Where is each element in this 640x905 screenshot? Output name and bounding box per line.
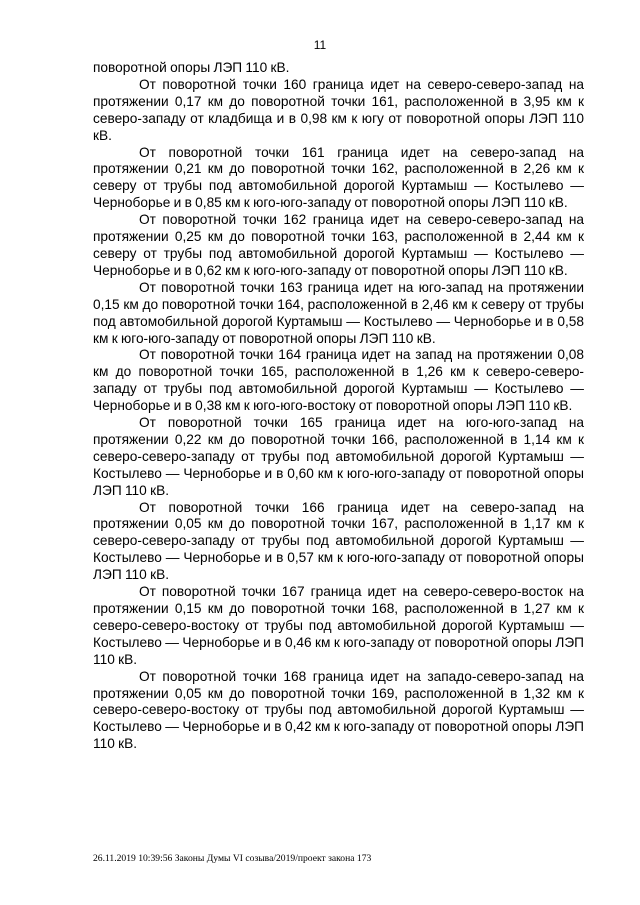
paragraph-point-166: От поворотной точки 166 граница идет на северо-запад на протяжении 0,05 км до поворотной точки 167, расположенной в 1,17 км к северо-северо-западу от трубы под автомобильной дорогой Куртамыш — Костылево — Черноборье и в 0,57 км к юго-юго-западу от поворотной опоры ЛЭП 110 кВ. — [93, 499, 584, 583]
document-footer: 26.11.2019 10:39:56 Законы Думы VI созыва/2019/проект закона 173 — [93, 853, 372, 864]
paragraph-point-160: От поворотной точки 160 граница идет на северо-северо-запад на протяжении 0,17 км до поворотной точки 161, расположенной в 3,95 км к северо-западу от кладбища и в 0,98 км к югу от поворотной опоры ЛЭП 110 кВ. — [93, 76, 584, 143]
paragraph-point-164: От поворотной точки 164 граница идет на запад на протяжении 0,08 км до поворотной точки 165, расположенной в 1,26 км к северо-северо-западу от трубы под автомобильной дорогой Куртамыш — Костылево — Черноборье и в 0,38 км к юго-юго-востоку от поворотной опоры ЛЭП 110 кВ. — [93, 347, 584, 414]
paragraph-point-162: От поворотной точки 162 граница идет на северо-северо-запад на протяжении 0,25 км до поворотной точки 163, расположенной в 2,44 км к северу от трубы под автомобильной дорогой Куртамыш — Костылево — Черноборье и в 0,62 км к юго-юго-западу от поворотной опоры ЛЭП 110 кВ. — [93, 212, 584, 278]
paragraph-point-165: От поворотной точки 165 граница идет на юго-юго-запад на протяжении 0,22 км до поворотной точки 166, расположенной в 1,14 км к северо-северо-западу от трубы под автомобильной дорогой Куртамыш — Костылево — Черноборье и в 0,60 км к юго-юго-западу от поворотной опоры ЛЭП 110 кВ. — [93, 415, 584, 498]
paragraph-point-168: От поворотной точки 168 граница идет на западо-северо-запад на протяжении 0,05 км до поворотной точки 169, расположенной в 1,32 км к северо-северо-востоку от трубы под автомобильной дорогой Куртамыш — Костылево — Черноборье и в 0,42 км к юго-западу от поворотной опоры ЛЭП 110 кВ. — [93, 668, 584, 752]
paragraph-point-163: От поворотной точки 163 граница идет на юго-запад на протяжении 0,15 км до поворотной точки 164, расположенной в 2,46 км к северу от трубы под автомобильной дорогой Куртамыш — Костылево — Черноборье и в 0,58 км к юго-юго-западу от поворотной опоры ЛЭП 110 кВ. — [93, 279, 584, 346]
paragraph-point-167: От поворотной точки 167 граница идет на северо-северо-восток на протяжении 0,15 км до поворотной точки 168, расположенной в 1,27 км к северо-северо-востоку от трубы под автомобильной дорогой Куртамыш — Костылево — Черноборье и в 0,46 км к юго-западу от поворотной опоры ЛЭП 110 кВ. — [93, 584, 584, 667]
paragraph-continuation: поворотной опоры ЛЭП 110 кВ. — [93, 60, 290, 75]
document-body — [93, 60, 584, 753]
page-number: 11 — [313, 38, 327, 52]
paragraph-point-161: От поворотной точки 161 граница идет на северо-запад на протяжении 0,21 км до поворотной точки 162, расположенной в 2,26 км к северу от трубы под автомобильной дорогой Куртамыш — Костылево — Черноборье и в 0,85 км к юго-юго-западу от поворотной опоры ЛЭП 110 кВ. — [93, 144, 584, 211]
